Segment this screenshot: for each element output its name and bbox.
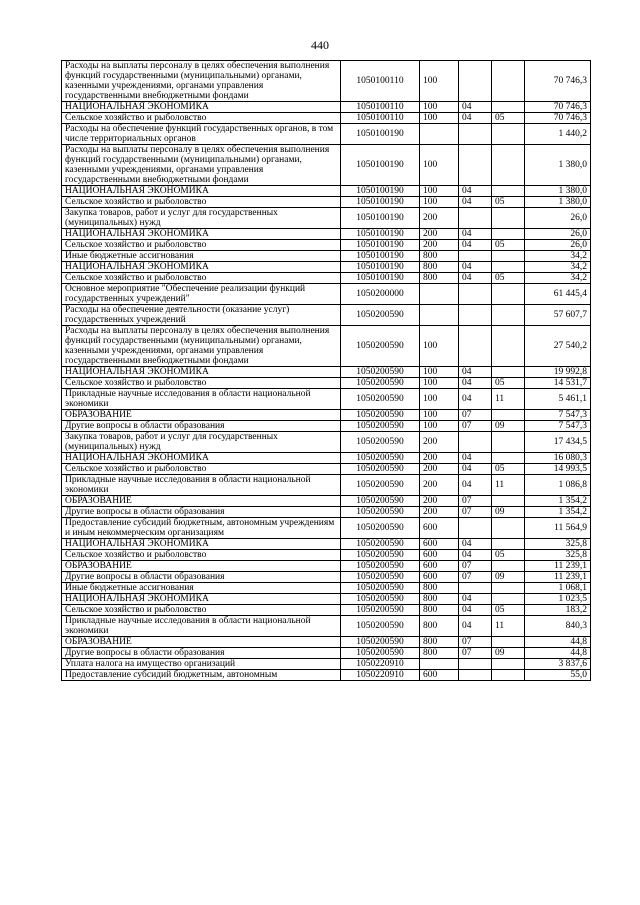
row-code-cell: 1050220910 — [341, 659, 420, 670]
row-expense-type-cell: 100 — [420, 61, 459, 102]
row-subsection-cell — [492, 637, 525, 648]
row-amount-cell: 44,8 — [525, 648, 591, 659]
row-amount-cell: 1 380,0 — [525, 186, 591, 197]
row-code-cell: 1050220910 — [341, 670, 420, 681]
row-code-cell: 1050200590 — [341, 550, 420, 561]
row-expense-type-cell: 100 — [420, 410, 459, 421]
row-subsection-cell: 05 — [492, 197, 525, 208]
row-section-cell: 04 — [459, 605, 492, 616]
row-code-cell: 1050200590 — [341, 389, 420, 410]
row-name-cell: Расходы на выплаты персоналу в целях обеспечения выполнения функций государственными (муниципальными) органами, казенными учреждениями, органами управления государственными внебюджетными фондами — [62, 145, 341, 186]
row-expense-type-cell — [420, 124, 459, 145]
row-subsection-cell — [492, 561, 525, 572]
table-row — [62, 453, 591, 464]
row-subsection-cell: 05 — [492, 273, 525, 284]
row-amount-cell: 1 354,2 — [525, 507, 591, 518]
row-name-cell: Сельское хозяйство и рыболовство — [62, 113, 341, 124]
row-amount-cell: 14 993,5 — [525, 464, 591, 475]
row-expense-type-cell: 800 — [420, 605, 459, 616]
table-row — [62, 61, 591, 102]
table-row — [62, 518, 591, 539]
row-code-cell: 1050200590 — [341, 605, 420, 616]
row-name-cell: Другие вопросы в области образования — [62, 507, 341, 518]
table-row — [62, 583, 591, 594]
row-section-cell: 04 — [459, 262, 492, 273]
row-name-cell: Иные бюджетные ассигнования — [62, 251, 341, 262]
row-name-cell: Сельское хозяйство и рыболовство — [62, 464, 341, 475]
row-name-cell: Сельское хозяйство и рыболовство — [62, 378, 341, 389]
table-row — [62, 475, 591, 496]
row-code-cell: 1050100190 — [341, 251, 420, 262]
row-amount-cell: 70 746,3 — [525, 61, 591, 102]
row-expense-type-cell: 600 — [420, 539, 459, 550]
row-subsection-cell — [492, 102, 525, 113]
row-subsection-cell: 09 — [492, 421, 525, 432]
row-section-cell: 04 — [459, 616, 492, 637]
row-expense-type-cell: 200 — [420, 208, 459, 229]
row-section-cell: 04 — [459, 197, 492, 208]
row-name-cell: НАЦИОНАЛЬНАЯ ЭКОНОМИКА — [62, 186, 341, 197]
row-section-cell: 07 — [459, 421, 492, 432]
table-row — [62, 102, 591, 113]
table-row — [62, 670, 591, 681]
row-amount-cell: 11 564,9 — [525, 518, 591, 539]
row-section-cell: 07 — [459, 648, 492, 659]
row-section-cell: 07 — [459, 572, 492, 583]
row-name-cell: НАЦИОНАЛЬНАЯ ЭКОНОМИКА — [62, 453, 341, 464]
row-section-cell: 04 — [459, 539, 492, 550]
table-row — [62, 124, 591, 145]
row-code-cell: 1050200590 — [341, 410, 420, 421]
row-section-cell: 04 — [459, 594, 492, 605]
row-name-cell: Иные бюджетные ассигнования — [62, 583, 341, 594]
row-amount-cell: 1 086,8 — [525, 475, 591, 496]
row-amount-cell: 44,8 — [525, 637, 591, 648]
row-section-cell — [459, 518, 492, 539]
row-amount-cell: 57 607,7 — [525, 305, 591, 326]
row-expense-type-cell: 600 — [420, 561, 459, 572]
row-amount-cell: 1 023,5 — [525, 594, 591, 605]
row-name-cell: Расходы на обеспечение функций государственных органов, в том числе территориальных органов — [62, 124, 341, 145]
row-code-cell: 1050200590 — [341, 496, 420, 507]
row-subsection-cell — [492, 496, 525, 507]
row-subsection-cell — [492, 583, 525, 594]
row-section-cell: 04 — [459, 453, 492, 464]
row-expense-type-cell: 800 — [420, 616, 459, 637]
table-row — [62, 305, 591, 326]
row-amount-cell: 34,2 — [525, 251, 591, 262]
row-amount-cell: 1 380,0 — [525, 197, 591, 208]
row-subsection-cell: 05 — [492, 113, 525, 124]
row-code-cell: 1050100190 — [341, 273, 420, 284]
row-subsection-cell: 09 — [492, 648, 525, 659]
row-name-cell: НАЦИОНАЛЬНАЯ ЭКОНОМИКА — [62, 102, 341, 113]
row-amount-cell: 34,2 — [525, 262, 591, 273]
row-subsection-cell: 05 — [492, 550, 525, 561]
row-expense-type-cell: 100 — [420, 389, 459, 410]
table-row — [62, 464, 591, 475]
row-section-cell — [459, 124, 492, 145]
row-name-cell: НАЦИОНАЛЬНАЯ ЭКОНОМИКА — [62, 262, 341, 273]
row-expense-type-cell: 800 — [420, 251, 459, 262]
row-name-cell: Расходы на выплаты персоналу в целях обеспечения выполнения функций государственными (муниципальными) органами, казенными учреждениями, органами управления государственными внебюджетными фондами — [62, 326, 341, 367]
row-expense-type-cell: 200 — [420, 432, 459, 453]
row-section-cell — [459, 145, 492, 186]
row-amount-cell: 11 239,1 — [525, 561, 591, 572]
row-subsection-cell: 05 — [492, 605, 525, 616]
row-section-cell: 04 — [459, 378, 492, 389]
row-subsection-cell: 11 — [492, 389, 525, 410]
row-subsection-cell — [492, 145, 525, 186]
row-name-cell: Расходы на обеспечение деятельности (оказание услуг) государственных учреждений — [62, 305, 341, 326]
row-code-cell: 1050100190 — [341, 262, 420, 273]
table-row — [62, 284, 591, 305]
row-subsection-cell — [492, 186, 525, 197]
row-subsection-cell — [492, 229, 525, 240]
row-subsection-cell: 05 — [492, 240, 525, 251]
row-amount-cell: 14 531,7 — [525, 378, 591, 389]
table-row — [62, 367, 591, 378]
row-expense-type-cell: 200 — [420, 453, 459, 464]
row-section-cell — [459, 659, 492, 670]
row-code-cell: 1050200590 — [341, 616, 420, 637]
row-amount-cell: 7 547,3 — [525, 410, 591, 421]
row-subsection-cell — [492, 518, 525, 539]
row-code-cell: 1050200590 — [341, 507, 420, 518]
row-subsection-cell — [492, 208, 525, 229]
row-section-cell: 07 — [459, 637, 492, 648]
row-code-cell: 1050200590 — [341, 305, 420, 326]
row-name-cell: Предоставление субсидий бюджетным, автономным учреждениям и иным некоммерческим организациям — [62, 518, 341, 539]
table-row — [62, 496, 591, 507]
row-code-cell: 1050200590 — [341, 539, 420, 550]
row-expense-type-cell: 200 — [420, 475, 459, 496]
row-code-cell: 1050100110 — [341, 61, 420, 102]
row-name-cell: Сельское хозяйство и рыболовство — [62, 273, 341, 284]
table-row — [62, 648, 591, 659]
table-row — [62, 616, 591, 637]
row-subsection-cell — [492, 251, 525, 262]
row-name-cell: Сельское хозяйство и рыболовство — [62, 550, 341, 561]
row-subsection-cell — [492, 594, 525, 605]
row-subsection-cell: 05 — [492, 378, 525, 389]
row-amount-cell: 17 434,5 — [525, 432, 591, 453]
row-amount-cell: 3 837,6 — [525, 659, 591, 670]
row-expense-type-cell: 800 — [420, 273, 459, 284]
row-amount-cell: 840,3 — [525, 616, 591, 637]
row-expense-type-cell: 100 — [420, 378, 459, 389]
table-row — [62, 378, 591, 389]
row-amount-cell: 27 540,2 — [525, 326, 591, 367]
row-name-cell: НАЦИОНАЛЬНАЯ ЭКОНОМИКА — [62, 594, 341, 605]
row-expense-type-cell: 100 — [420, 326, 459, 367]
row-code-cell: 1050200590 — [341, 464, 420, 475]
row-code-cell: 1050100110 — [341, 113, 420, 124]
row-amount-cell: 7 547,3 — [525, 421, 591, 432]
row-section-cell: 04 — [459, 229, 492, 240]
row-expense-type-cell: 200 — [420, 464, 459, 475]
row-code-cell: 1050100190 — [341, 240, 420, 251]
row-expense-type-cell: 800 — [420, 262, 459, 273]
row-code-cell: 1050100190 — [341, 124, 420, 145]
row-subsection-cell: 11 — [492, 475, 525, 496]
row-section-cell: 04 — [459, 186, 492, 197]
row-name-cell: Расходы на выплаты персоналу в целях обеспечения выполнения функций государственными (муниципальными) органами, казенными учреждениями, органами управления государственными внебюджетными фондами — [62, 61, 341, 102]
table-row — [62, 561, 591, 572]
row-name-cell: Сельское хозяйство и рыболовство — [62, 605, 341, 616]
row-code-cell: 1050200590 — [341, 637, 420, 648]
row-section-cell: 04 — [459, 464, 492, 475]
row-expense-type-cell: 200 — [420, 496, 459, 507]
row-amount-cell: 61 445,4 — [525, 284, 591, 305]
row-expense-type-cell: 100 — [420, 367, 459, 378]
row-section-cell — [459, 305, 492, 326]
table-row — [62, 186, 591, 197]
row-name-cell: ОБРАЗОВАНИЕ — [62, 496, 341, 507]
table-row — [62, 410, 591, 421]
table-row — [62, 326, 591, 367]
row-expense-type-cell: 100 — [420, 197, 459, 208]
table-row — [62, 507, 591, 518]
row-subsection-cell: 05 — [492, 464, 525, 475]
table-row — [62, 572, 591, 583]
row-section-cell: 04 — [459, 550, 492, 561]
row-section-cell: 07 — [459, 507, 492, 518]
row-section-cell: 07 — [459, 496, 492, 507]
row-expense-type-cell: 200 — [420, 240, 459, 251]
row-amount-cell: 183,2 — [525, 605, 591, 616]
row-section-cell: 07 — [459, 561, 492, 572]
row-code-cell: 1050100110 — [341, 102, 420, 113]
row-code-cell: 1050200590 — [341, 421, 420, 432]
row-name-cell: Закупка товаров, работ и услуг для государственных (муниципальных) нужд — [62, 208, 341, 229]
table-row — [62, 637, 591, 648]
table-row — [62, 539, 591, 550]
row-expense-type-cell: 800 — [420, 583, 459, 594]
row-code-cell: 1050200590 — [341, 594, 420, 605]
row-expense-type-cell — [420, 305, 459, 326]
table-row — [62, 262, 591, 273]
row-code-cell: 1050200590 — [341, 475, 420, 496]
row-name-cell: НАЦИОНАЛЬНАЯ ЭКОНОМИКА — [62, 367, 341, 378]
row-amount-cell: 34,2 — [525, 273, 591, 284]
row-subsection-cell — [492, 659, 525, 670]
row-code-cell: 1050200590 — [341, 378, 420, 389]
row-section-cell — [459, 251, 492, 262]
budget-table — [61, 60, 591, 681]
table-row — [62, 605, 591, 616]
table-row — [62, 229, 591, 240]
row-name-cell: ОБРАЗОВАНИЕ — [62, 561, 341, 572]
row-subsection-cell — [492, 367, 525, 378]
row-name-cell: Другие вопросы в области образования — [62, 421, 341, 432]
table-row — [62, 594, 591, 605]
row-code-cell: 1050200590 — [341, 518, 420, 539]
row-amount-cell: 26,0 — [525, 229, 591, 240]
row-code-cell: 1050200590 — [341, 648, 420, 659]
row-subsection-cell — [492, 124, 525, 145]
row-amount-cell: 11 239,1 — [525, 572, 591, 583]
table-row — [62, 432, 591, 453]
row-section-cell — [459, 432, 492, 453]
row-amount-cell: 55,0 — [525, 670, 591, 681]
row-subsection-cell — [492, 453, 525, 464]
table-row — [62, 273, 591, 284]
row-amount-cell: 26,0 — [525, 240, 591, 251]
row-subsection-cell — [492, 432, 525, 453]
row-amount-cell: 325,8 — [525, 550, 591, 561]
row-expense-type-cell: 600 — [420, 670, 459, 681]
row-amount-cell: 26,0 — [525, 208, 591, 229]
row-subsection-cell — [492, 61, 525, 102]
row-amount-cell: 1 068,1 — [525, 583, 591, 594]
row-name-cell: Другие вопросы в области образования — [62, 572, 341, 583]
table-row — [62, 550, 591, 561]
row-subsection-cell: 09 — [492, 572, 525, 583]
row-subsection-cell: 09 — [492, 507, 525, 518]
row-name-cell: Прикладные научные исследования в области национальной экономики — [62, 616, 341, 637]
row-expense-type-cell — [420, 659, 459, 670]
row-expense-type-cell: 100 — [420, 113, 459, 124]
row-subsection-cell — [492, 410, 525, 421]
row-expense-type-cell: 800 — [420, 648, 459, 659]
row-section-cell — [459, 583, 492, 594]
row-expense-type-cell: 600 — [420, 550, 459, 561]
row-section-cell: 04 — [459, 273, 492, 284]
row-section-cell — [459, 284, 492, 305]
table-row — [62, 145, 591, 186]
row-section-cell: 04 — [459, 389, 492, 410]
row-subsection-cell — [492, 539, 525, 550]
row-section-cell — [459, 208, 492, 229]
row-code-cell: 1050200590 — [341, 453, 420, 464]
table-row — [62, 240, 591, 251]
row-expense-type-cell: 600 — [420, 572, 459, 583]
row-subsection-cell — [492, 305, 525, 326]
row-name-cell: Основное мероприятие "Обеспечение реализации функций государственных учреждений" — [62, 284, 341, 305]
table-row — [62, 208, 591, 229]
table-row — [62, 113, 591, 124]
row-section-cell: 04 — [459, 367, 492, 378]
row-code-cell: 1050200000 — [341, 284, 420, 305]
row-amount-cell: 5 461,1 — [525, 389, 591, 410]
row-code-cell: 1050100190 — [341, 229, 420, 240]
row-code-cell: 1050200590 — [341, 583, 420, 594]
row-name-cell: НАЦИОНАЛЬНАЯ ЭКОНОМИКА — [62, 539, 341, 550]
row-code-cell: 1050200590 — [341, 432, 420, 453]
row-subsection-cell — [492, 326, 525, 367]
row-expense-type-cell: 100 — [420, 102, 459, 113]
row-section-cell: 04 — [459, 102, 492, 113]
row-expense-type-cell: 800 — [420, 637, 459, 648]
row-code-cell: 1050100190 — [341, 145, 420, 186]
page-number: 440 — [311, 38, 329, 52]
row-expense-type-cell: 200 — [420, 507, 459, 518]
row-expense-type-cell — [420, 284, 459, 305]
table-row — [62, 659, 591, 670]
row-code-cell: 1050100190 — [341, 186, 420, 197]
row-amount-cell: 70 746,3 — [525, 113, 591, 124]
row-amount-cell: 16 080,3 — [525, 453, 591, 464]
row-code-cell: 1050200590 — [341, 572, 420, 583]
row-section-cell: 04 — [459, 240, 492, 251]
row-section-cell — [459, 61, 492, 102]
row-expense-type-cell: 600 — [420, 518, 459, 539]
row-section-cell — [459, 670, 492, 681]
row-expense-type-cell: 800 — [420, 594, 459, 605]
row-section-cell: 04 — [459, 113, 492, 124]
table-row — [62, 197, 591, 208]
row-name-cell: ОБРАЗОВАНИЕ — [62, 410, 341, 421]
row-name-cell: Сельское хозяйство и рыболовство — [62, 240, 341, 251]
row-amount-cell: 1 354,2 — [525, 496, 591, 507]
row-name-cell: ОБРАЗОВАНИЕ — [62, 637, 341, 648]
row-section-cell — [459, 326, 492, 367]
row-amount-cell: 70 746,3 — [525, 102, 591, 113]
table-row — [62, 251, 591, 262]
row-expense-type-cell: 200 — [420, 229, 459, 240]
row-amount-cell: 1 380,0 — [525, 145, 591, 186]
row-subsection-cell — [492, 284, 525, 305]
budget-table-body — [62, 61, 591, 681]
row-name-cell: Закупка товаров, работ и услуг для государственных (муниципальных) нужд — [62, 432, 341, 453]
row-name-cell: Сельское хозяйство и рыболовство — [62, 197, 341, 208]
row-name-cell: Прикладные научные исследования в области национальной экономики — [62, 389, 341, 410]
row-code-cell: 1050100190 — [341, 197, 420, 208]
table-row — [62, 421, 591, 432]
row-section-cell: 07 — [459, 410, 492, 421]
row-section-cell: 04 — [459, 475, 492, 496]
row-expense-type-cell: 100 — [420, 421, 459, 432]
row-name-cell: Другие вопросы в области образования — [62, 648, 341, 659]
row-subsection-cell: 11 — [492, 616, 525, 637]
row-expense-type-cell: 100 — [420, 145, 459, 186]
row-amount-cell: 325,8 — [525, 539, 591, 550]
row-name-cell: Прикладные научные исследования в области национальной экономики — [62, 475, 341, 496]
table-row — [62, 389, 591, 410]
row-code-cell: 1050200590 — [341, 367, 420, 378]
row-subsection-cell — [492, 262, 525, 273]
row-name-cell: Уплата налога на имущество организаций — [62, 659, 341, 670]
row-expense-type-cell: 100 — [420, 186, 459, 197]
row-name-cell: Предоставление субсидий бюджетным, автономным — [62, 670, 341, 681]
row-subsection-cell — [492, 670, 525, 681]
row-code-cell: 1050200590 — [341, 561, 420, 572]
row-amount-cell: 19 992,8 — [525, 367, 591, 378]
row-code-cell: 1050100190 — [341, 208, 420, 229]
row-name-cell: НАЦИОНАЛЬНАЯ ЭКОНОМИКА — [62, 229, 341, 240]
row-code-cell: 1050200590 — [341, 326, 420, 367]
row-amount-cell: 1 440,2 — [525, 124, 591, 145]
